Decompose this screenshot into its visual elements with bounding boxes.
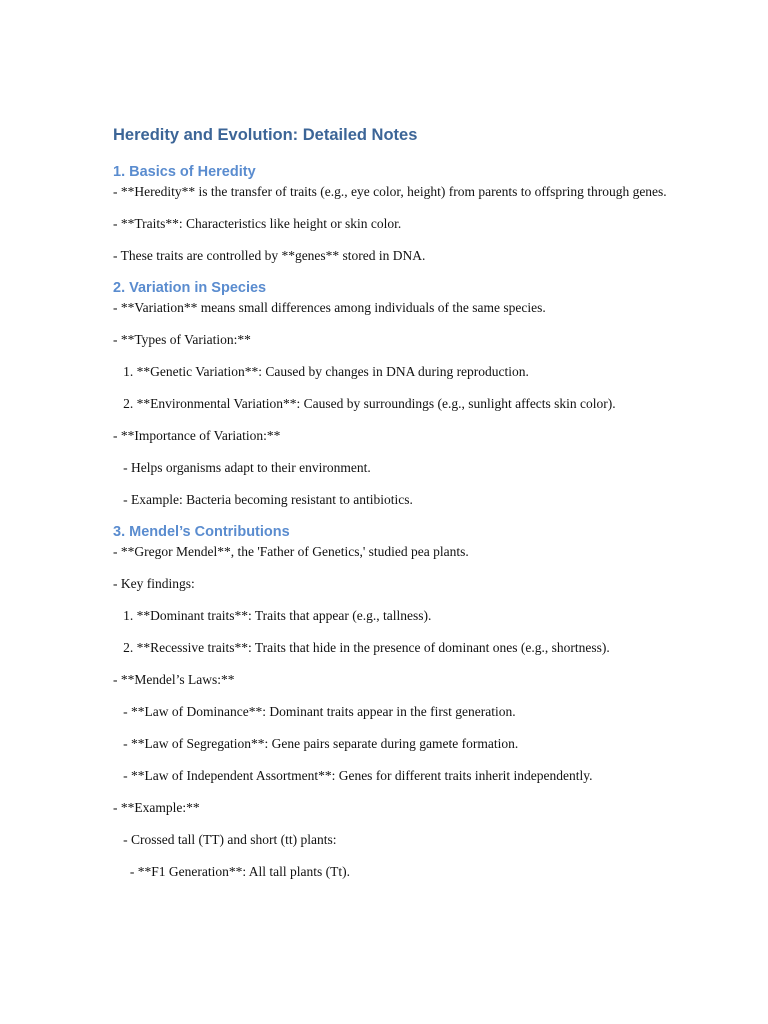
paragraph: - **Heredity** is the transfer of traits (e.g., eye color, height) from parents to offspring through genes. (113, 184, 667, 199)
paragraph: - **Law of Dominance**: Dominant traits appear in the first generation. (113, 704, 516, 719)
paragraph: - Example: Bacteria becoming resistant to antibiotics. (113, 492, 413, 507)
paragraph: - **Traits**: Characteristics like height or skin color. (113, 216, 402, 231)
paragraph: 1. **Genetic Variation**: Caused by changes in DNA during reproduction. (113, 364, 529, 379)
paragraph: 1. **Dominant traits**: Traits that appear (e.g., tallness). (113, 608, 432, 623)
paragraph: - **Mendel’s Laws:** (113, 672, 235, 687)
paragraph: 2. **Recessive traits**: Traits that hide in the presence of dominant ones (e.g., shortness). (113, 640, 610, 655)
paragraph: 2. **Environmental Variation**: Caused by surroundings (e.g., sunlight affects skin color). (113, 396, 616, 411)
section-basics-of-heredity (113, 162, 668, 266)
paragraph: - **Law of Independent Assortment**: Genes for different traits inherit independently. (113, 768, 593, 783)
section-heading: 2. Variation in Species (113, 280, 267, 296)
paragraph: - **F1 Generation**: All tall plants (Tt). (113, 864, 350, 879)
paragraph: - **Types of Variation:** (113, 332, 251, 347)
document-title: Heredity and Evolution: Detailed Notes (113, 126, 418, 144)
paragraph: - Helps organisms adapt to their environment. (113, 460, 371, 475)
paragraph: - **Importance of Variation:** (113, 428, 281, 443)
paragraph: - Crossed tall (TT) and short (tt) plants: (113, 832, 337, 847)
section-mendels-contributions (113, 522, 668, 882)
section-heading: 3. Mendel’s Contributions (113, 524, 290, 540)
paragraph: - **Variation** means small differences among individuals of the same species. (113, 300, 546, 315)
section-heading: 1. Basics of Heredity (113, 164, 256, 180)
paragraph: - **Gregor Mendel**, the 'Father of Genetics,' studied pea plants. (113, 544, 469, 559)
paragraph: - These traits are controlled by **genes** stored in DNA. (113, 248, 426, 263)
paragraph: - Key findings: (113, 576, 195, 591)
paragraph: - **Law of Segregation**: Gene pairs separate during gamete formation. (113, 736, 519, 751)
paragraph: - **Example:** (113, 800, 200, 815)
section-variation-in-species (113, 278, 668, 510)
